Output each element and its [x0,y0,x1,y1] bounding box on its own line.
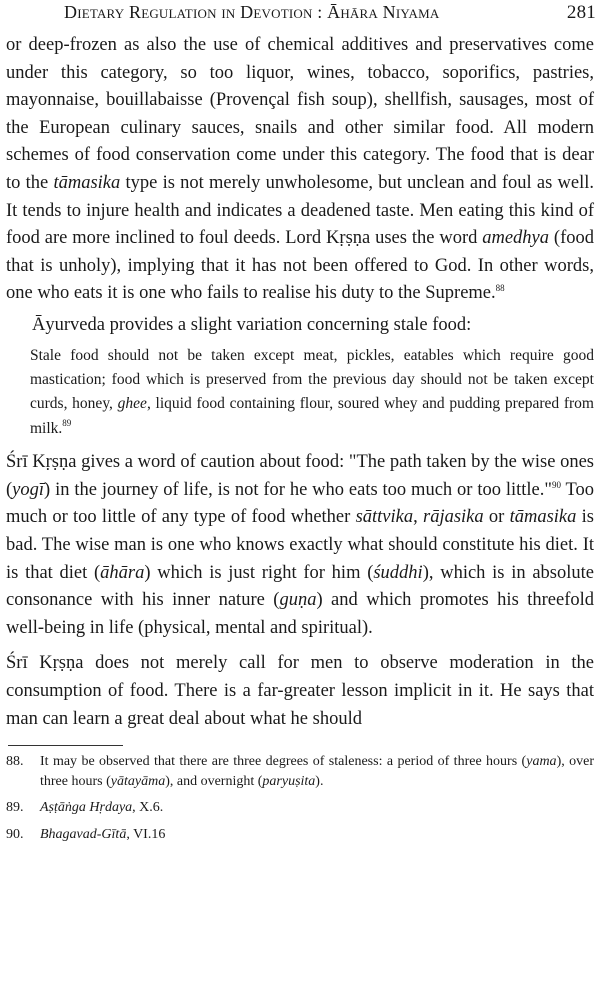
paragraph-3 [6,449,594,642]
text-run: Stale food should not be taken except meat, pickles, eatables which require good mastication; food which is preserved from the previous day should not be taken except curds, honey, [30,346,594,413]
running-head [64,2,596,24]
source-title: Aṣṭāṅga Hṛdaya [40,800,133,816]
term-yogi: yogī [12,479,45,500]
term-yama: yama [526,754,557,770]
footnote-number: 88. [6,754,24,770]
text-run: or deep-frozen as also the use of chemical additives and preservatives come under this category, so too liquor, wines, tobacco, soporifics, pastries, mayonnaise, bouillabaisse (Provençal fish soup), shellfish, sausages, most of the European culinary sauces, snails and other similar food. All modern schemes of food conservation come under this category. The food that is dear to the [6,35,594,193]
text-run: or [483,507,510,528]
text-run: ). [315,773,324,789]
text-run: Too much or too little of any type of food whether [6,479,594,528]
footnote-90 [6,825,594,845]
term-ghee: ghee [117,395,147,413]
footnote-88 [6,752,594,791]
paragraph-4: Śrī Kṛṣṇa does not merely call for men to observe moderation in the consumption of food. There is a far-greater lesson implicit in it. He says that man can learn a great deal about what he should [6,653,594,729]
text-run: , liquid food containing flour, soured whey and pudding prepared from milk. [30,395,594,437]
footnote-rule [8,745,123,746]
text-run: ), which is in absolute consonance with his inner nature ( [6,562,594,611]
text-run: , X.6. [132,800,164,816]
footnote-89 [6,798,594,818]
chapter-title: Dietary Regulation in Devotion : Āhāra Niyama [64,2,440,22]
term-guna: guṇa [279,590,317,611]
text-run: ), and overnight ( [165,773,263,789]
term-paryusita: paryuṣita [262,773,316,789]
footnote-number: 89. [6,800,24,816]
footnote-text [40,825,594,845]
term-suddhi: śuddhi [373,562,423,583]
term-tamasika: tāmasika [53,172,121,193]
source-title: Bhagavad-Gītā [40,826,127,842]
text-run: (food that is unholy), implying that it has not been offered to God. In other words, one who eats it is one who fails to realise his duty to the Supreme. [6,228,594,304]
text-run: It may be observed that there are three degrees of staleness: a period of three hours ( [40,754,527,770]
term-yatayama: yātayāma [110,773,166,789]
term-amedhya: amedhya [482,228,550,249]
term-ahara: āhāra [100,562,145,583]
page-number: 281 [566,2,596,23]
text-run: Śrī Kṛṣṇa gives a word of caution about food: "The path taken by the wise ones ( [6,452,594,500]
block-quote [30,344,594,442]
footnote-number: 90. [6,826,24,842]
text-run: ) which is just right for him ( [144,562,374,583]
main-text [6,32,594,851]
footnote-ref-90[interactable]: 90 [551,479,561,490]
text-run: , VI.16 [126,826,166,842]
paragraph-2: Āyurveda provides a slight variation concerning stale food: [32,314,472,335]
paragraph-1 [6,32,594,308]
text-run: , [413,507,423,528]
term-tamasika: tāmasika [509,507,577,528]
text-run: type is not merely unwholesome, but unclean and foul as well. It tends to injure health and indicates a deadened taste. Men eating this kind of food are more inclined to foul deeds. Lord Kṛṣṇa uses the word [6,172,594,249]
text-run: is bad. The wise man is one who knows exactly what should constitute his diet. It is that diet ( [6,507,594,583]
text-run: ) and which promotes his threefold well-being in life (physical, mental and spiritual). [6,590,594,638]
term-rajasika: rājasika [423,507,484,528]
footnote-text [40,798,594,818]
footnote-ref-89[interactable]: 89 [62,417,72,428]
text-run: ), over three hours ( [40,754,594,789]
term-sattvika: sāttvika [355,507,414,528]
footnote-ref-88[interactable]: 88 [495,283,505,294]
text-run: ) in the journey of life, is not for he who eats too much or too little." [44,479,552,500]
footnote-text [40,752,594,791]
footnotes [6,752,594,844]
